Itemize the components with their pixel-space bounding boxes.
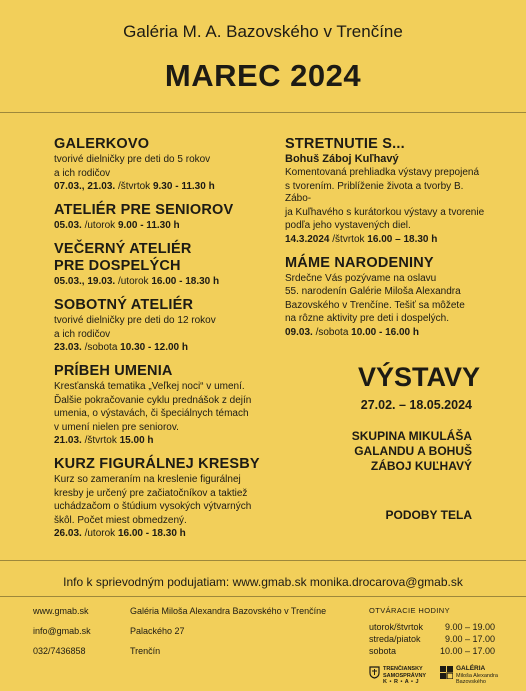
footer-gallery-name: Galéria Miloša Alexandra Bazovského v Trenčíne [130, 606, 327, 616]
region-crest-icon [369, 666, 380, 679]
event-title: ATELIÉR PRE SENIOROV [54, 202, 234, 218]
event-date: 14.3.2024 /štvrtok 16.00 – 18.30 h [285, 233, 438, 245]
event-desc-line: a ich rodičov [54, 328, 111, 340]
exhibition-1-line: SKUPINA MIKULÁŠA [351, 429, 472, 443]
event-vecerny-atelier [54, 241, 279, 288]
event-title: GALERKOVO [54, 136, 150, 152]
exhibition-1 [312, 429, 472, 474]
event-title: VEČERNÝ ATELIÉR [54, 241, 192, 257]
event-date: 05.03., 19.03. /utorok 16.00 - 18.30 h [54, 276, 220, 287]
event-title: KURZ FIGURÁLNEJ KRESBY [54, 456, 260, 472]
hours-row [369, 634, 495, 644]
event-desc-line: ja Kuľhavého s kurátorkou výstavy a tvorenie [285, 206, 485, 218]
month-title: MAREC 2024 [164, 58, 362, 93]
hours-days: sobota [369, 646, 397, 656]
event-desc-line: a ich rodičov [54, 167, 111, 179]
event-desc-line: na rôzne aktivity pre deti i dospelých. [285, 313, 449, 324]
exhibition-1-line: ZÁBOJ KUĽHAVÝ [370, 459, 472, 473]
event-desc-line: Kurz so zameraním na kreslenie figurálnej [54, 474, 241, 485]
event-stretnutie [285, 136, 485, 246]
event-desc-line: v umení nielen pre seniorov. [54, 421, 179, 433]
exhibitions-title: VÝSTAVY [357, 362, 480, 392]
hours-time: 10.00 – 17.00 [439, 646, 495, 656]
event-desc-line: uchádzačom o štúdium vysokých výtvarných [54, 501, 252, 512]
footer-city: Trenčín [130, 646, 161, 656]
hours-days: streda/piatok [369, 634, 421, 644]
event-desc-line: Kresťanská tematika „Veľkej noci“ v umení. [54, 381, 245, 392]
event-desc-line: Srdečne Vás pozývame na oslavu [285, 272, 437, 284]
event-date: 23.03. /sobota 10.30 - 12.00 h [54, 342, 188, 353]
event-desc-line: tvorivé dielničky pre deti do 5 rokov [54, 154, 211, 165]
region-logo-text: TRENČIANSKY SAMOSPRÁVNY K • R • A • J [383, 666, 427, 685]
event-title: MÁME NARODENINY [285, 254, 434, 271]
event-kurz-kresby [54, 456, 279, 540]
info-line: Info k sprievodným podujatiam: www.gmab.sk monika.drocarova@gmab.sk [63, 575, 463, 589]
event-title: STRETNUTIE S... [285, 136, 405, 152]
event-galerkovo [54, 136, 279, 193]
event-desc-line: umenia, o výstavách, či špeciálnych témach [54, 408, 249, 419]
event-atelier-seniorov [54, 202, 279, 232]
footer-divider [0, 596, 526, 597]
event-desc-line: kresby je určený pre začiatočníkov a taktiež [54, 487, 248, 499]
gallery-title: Galéria M. A. Bazovského v Trenčíne [123, 22, 403, 41]
event-date: 07.03., 21.03. /štvrtok 9.30 - 11.30 h [54, 181, 215, 192]
footer-phone: 032/7436858 [33, 646, 86, 656]
exhibition-1-line: GALANDU A BOHUŠ [354, 444, 472, 458]
right-events [285, 136, 485, 348]
hours-label: OTVÁRACIE HODINY [369, 606, 450, 615]
event-desc-line: s tvorením. Priblíženie života a tvorby B. Zábo- [285, 180, 464, 204]
gallery-logo-icon [440, 666, 453, 679]
hours-time: 9.00 – 19.00 [444, 622, 495, 632]
event-title: PRÍBEH UMENIA [54, 363, 173, 379]
hours-time: 9.00 – 17.00 [444, 634, 495, 644]
event-title-line2: PRE DOSPELÝCH [54, 258, 181, 274]
footer-email[interactable]: info@gmab.sk [33, 626, 91, 636]
event-desc-line: Bazovského v Trenčíne. Tešiť sa môžete [285, 299, 465, 311]
event-date: 09.03. /sobota 10.00 - 16.00 h [285, 326, 419, 338]
event-desc-line: tvorivé dielničky pre deti do 12 rokov [54, 315, 216, 326]
hours-days: utorok/štvrtok [369, 622, 424, 632]
event-desc-line: 55. narodenín Galérie Miloša Alexandra [285, 286, 461, 297]
event-desc-line: škôl. Počet miest obmedzený. [54, 514, 187, 526]
event-sobotny-atelier [54, 297, 279, 354]
top-divider [0, 112, 526, 113]
event-narodeniny [285, 255, 485, 339]
hours-row [369, 646, 495, 656]
exhibitions-dates: 27.02. – 18.05.2024 [360, 398, 472, 412]
event-desc-line: Ďalšie pokračovanie cyklu prednášok z dejín [54, 394, 252, 406]
left-events [54, 136, 279, 549]
gallery-logo-text: GALÉRIA Miloša Alexandra Bazovského [456, 665, 498, 685]
event-pribeh-umenia [54, 363, 279, 447]
event-date: 21.03. /štvrtok 15.00 h [54, 435, 154, 446]
mid-divider [0, 560, 526, 561]
event-desc-line: Komentovaná prehliadka výstavy prepojená [285, 167, 480, 178]
event-subtitle: Bohuš Zábој Kuľhavý [285, 153, 399, 165]
exhibition-2: PODOBY TELA [385, 508, 472, 522]
hours-row [369, 622, 495, 632]
event-date: 26.03. /utorok 16.00 - 18.30 h [54, 528, 186, 539]
event-date: 05.03. /utorok 9.00 - 11.30 h [54, 220, 180, 231]
event-title: SOBOTNÝ ATELIÉR [54, 297, 194, 313]
footer-web[interactable]: www.gmab.sk [33, 606, 89, 616]
event-desc-line: podľa jeho vystavených diel. [285, 220, 411, 231]
footer-street: Palackého 27 [130, 626, 185, 636]
